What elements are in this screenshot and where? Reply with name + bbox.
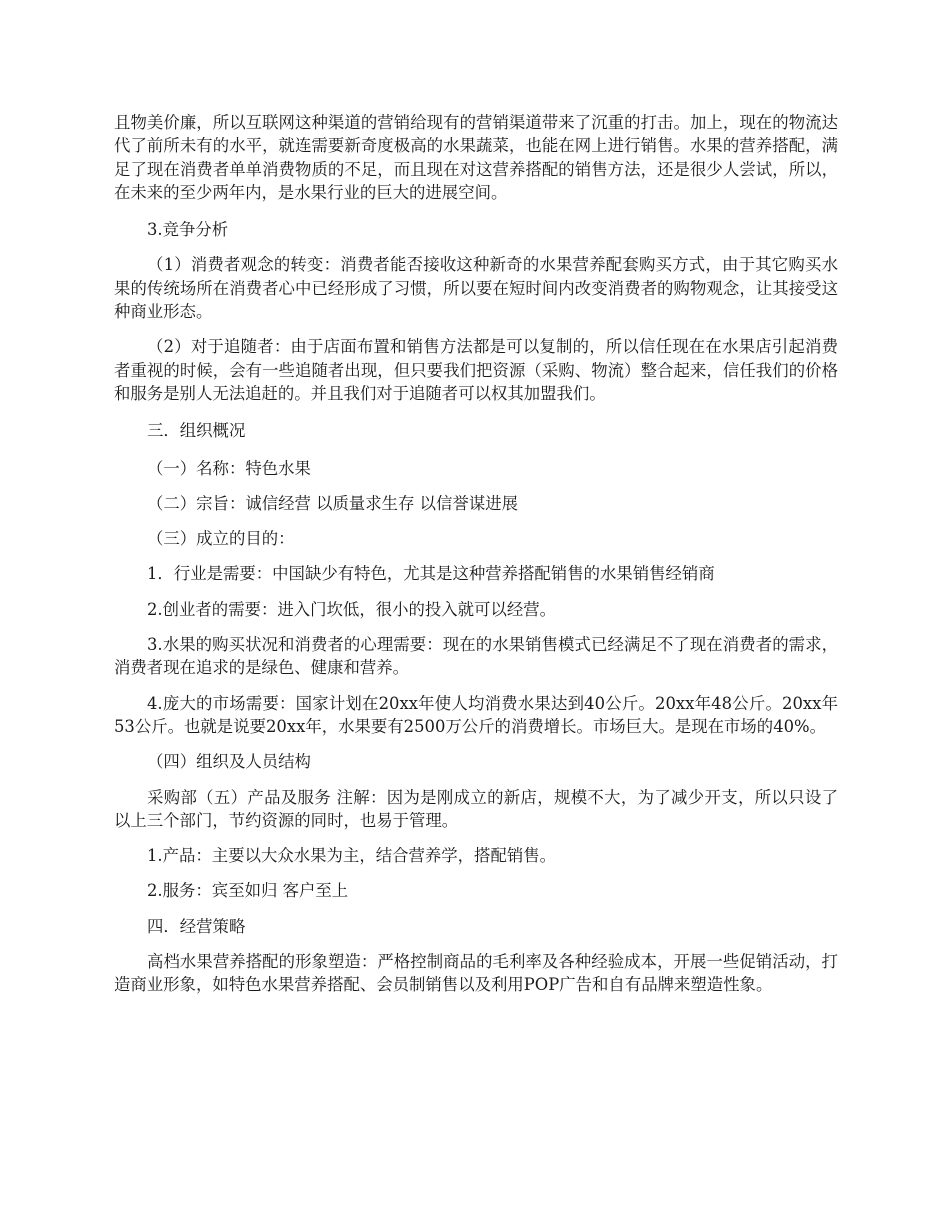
paragraph-departments: 采购部（五）产品及服务 注解：因为是刚成立的新店，规模不大，为了减少开支，所以只设了以上三个部门，节约资源的同时，也易于管理。 <box>114 787 838 830</box>
paragraph-followers: （2）对于追随者：由于店面布置和销售方法都是可以复制的，所以信任现在在水果店引起消费者重视的时候，会有一些追随者出现，但只要我们把资源（采购、物流）整合起来，信任我们的价格和服务是别人无法追赶的。并且我们对于追随者可以权其加盟我们。 <box>114 337 838 403</box>
item-founder-need: 2.创业者的需要：进入门坎低，很小的投入就可以经营。 <box>147 599 557 619</box>
paragraph-image-building: 高档水果营养搭配的形象塑造：严格控制商品的毛利率及各种经验成本，开展一些促销活动，打造商业形象，如特色水果营养搭配、会员制销售以及利用POP广告和自有品牌来塑造性象。 <box>114 952 838 995</box>
item-industry-need: 1．行业是需要：中国缺少有特色，尤其是这种营养搭配销售的水果销售经销商 <box>147 564 715 584</box>
item-founding-goal: （三）成立的目的： <box>147 529 295 549</box>
item-market-need: 4.庞大的市场需要：国家计划在20xx年使人均消费水果达到40公斤。20xx年48公斤。20xx年53公斤。也就是说要20xx年，水果要有2500万公斤的消费增长。市场巨大。是现在市场的40%。 <box>114 693 838 736</box>
item-name: （一）名称：特色水果 <box>147 458 311 478</box>
item-purchase-status: 3.水果的购买状况和消费者的心理需要：现在的水果销售模式已经满足不了现在消费者的需求，消费者现在追求的是绿色、健康和营养。 <box>114 635 838 678</box>
paragraph-intro: 且物美价廉，所以互联网这种渠道的营销给现有的营销渠道带来了沉重的打击。加上，现在的物流达代了前所未有的水平，就连需要新奇度极高的水果蔬菜，也能在网上进行销售。水果的营养搭配，满足了现在消费者单单消费物质的不足，而且现在对这营养搭配的销售方法，还是很少人尝试，所以，在未来的至少两年内，是水果行业的巨大的进展空间。 <box>114 113 838 202</box>
item-product: 1.产品：主要以大众水果为主，结合营养学，搭配销售。 <box>147 846 557 866</box>
paragraph-consumer-concept: （1）消费者观念的转变：消费者能否接收这种新奇的水果营养配套购买方式，由于其它购买水果的传统场所在消费者心中已经形成了习惯，所以要在短时间内改变消费者的购物观念，让其接受这种商业形态。 <box>114 255 838 322</box>
item-service: 2.服务：宾至如归 客户至上 <box>147 881 349 901</box>
heading-competition-analysis: 3.竞争分析 <box>147 220 229 240</box>
heading-business-strategy: 四．经营策略 <box>147 916 246 936</box>
heading-org-structure: （四）组织及人员结构 <box>147 752 311 772</box>
item-purpose: （二）宗旨：诚信经营 以质量求生存 以信誉谋进展 <box>147 493 519 513</box>
heading-organization-overview: 三．组织概况 <box>147 421 246 441</box>
